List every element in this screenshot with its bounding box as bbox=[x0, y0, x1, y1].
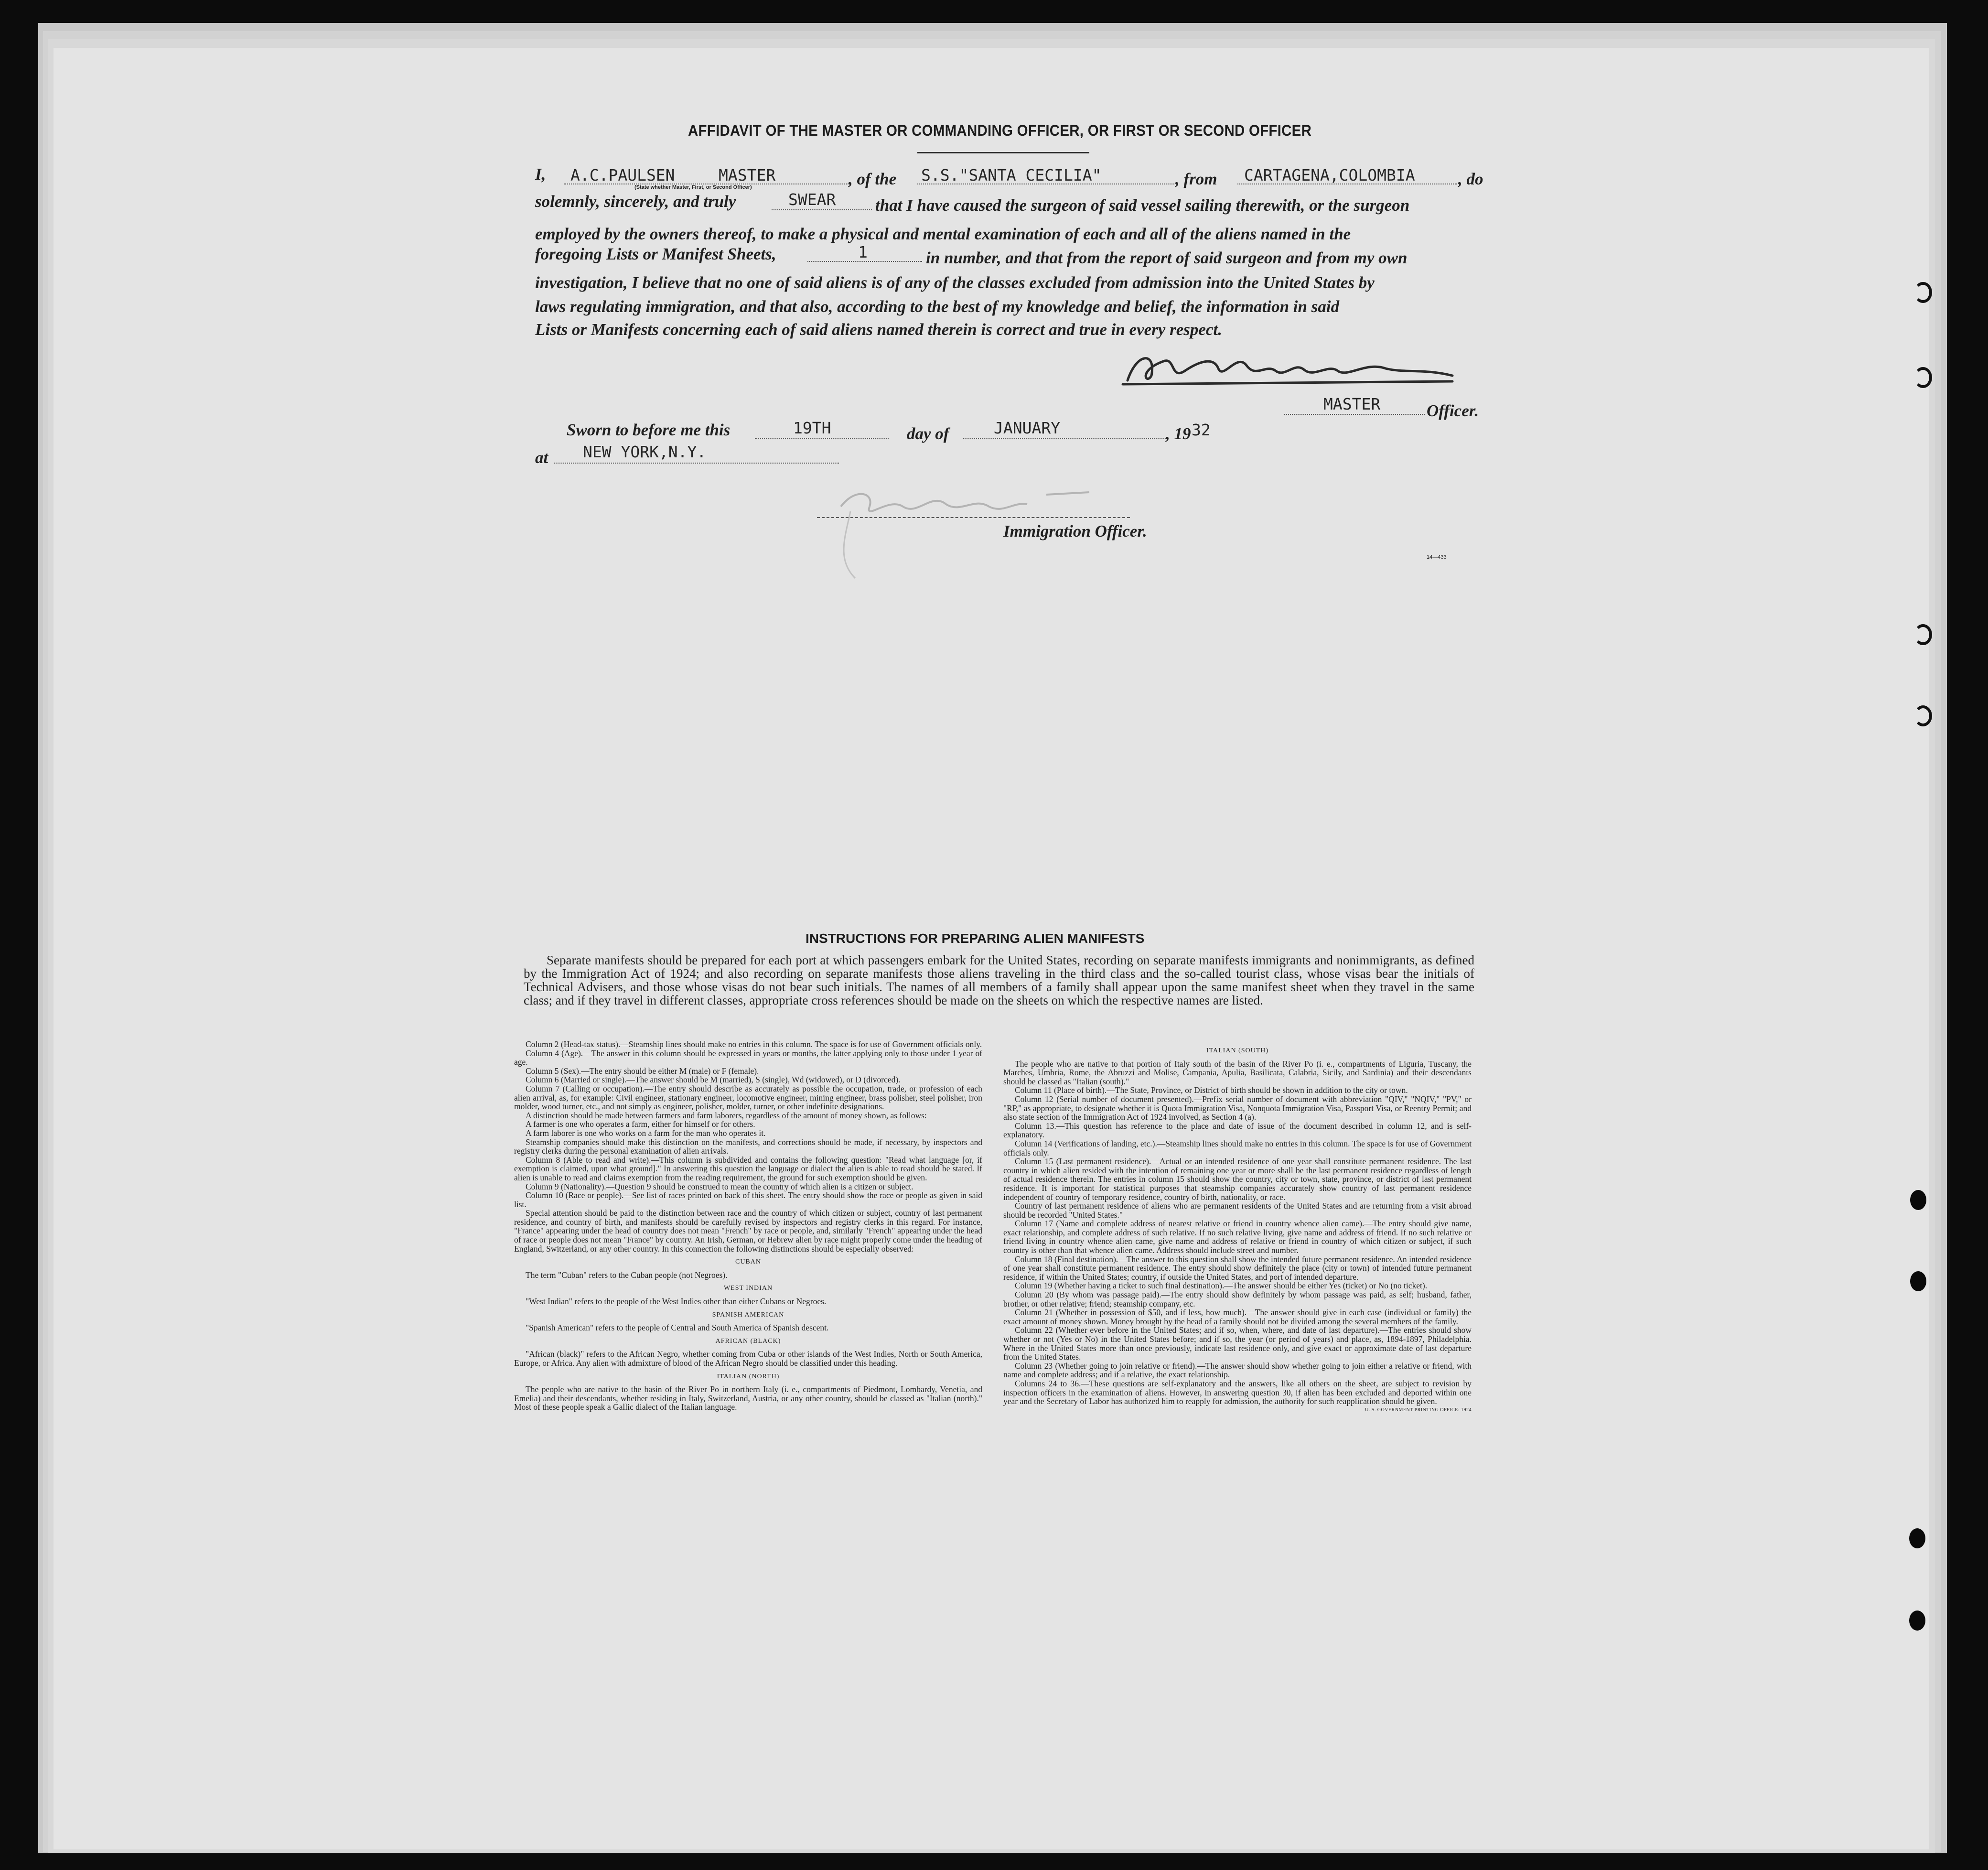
aff-line7: Lists or Manifests concerning each of said aliens named therein is correct and true in every respect. bbox=[535, 320, 1222, 339]
instruction-paragraph: A farmer is one who operates a farm, either for himself or for others. bbox=[526, 1119, 755, 1129]
immigration-officer-label: Immigration Officer. bbox=[1003, 522, 1147, 540]
instruction-paragraph: Columns 24 to 36.—These questions are self-explanatory and the answers, like all others on the sheet, are subject to revision by inspection officers in the examination of aliens. However, in answering question 30, if alien has been excluded and deported within one year and the Secretary of Labor has authorized him to reapply for admission, the authority for such reapplication should be given. bbox=[1003, 1378, 1472, 1406]
instruction-paragraph: Column 2 (Head-tax status).—Steamship lines should make no entries in this column. The space is for use of Government officials only. bbox=[526, 1039, 982, 1049]
aff-line4-post: in number, and that from the report of said surgeon and from my own bbox=[926, 249, 1408, 267]
punch-hole bbox=[1910, 1190, 1926, 1210]
instruction-paragraph: Column 15 (Last permanent residence).—Actual or an intended residence of one year shall constitute permanent residence. The last country in which alien resided with the intention of remaining one year or more shall be the last permanent residence regardless of length of actual residence therein. The entries in column 15 should show the country, city or town, state, province, or district of last permanent residence. It is important for statistical purposes that steamship companies accurately show country of last permanent residence independent of country of temporary residence, country of birth, nationality, or race. bbox=[1003, 1157, 1472, 1202]
affidavit-title: AFFIDAVIT OF THE MASTER OR COMMANDING OFFICER, OR FIRST OR SECOND OFFICER bbox=[688, 122, 1312, 139]
officer-rank: MASTER bbox=[1323, 395, 1381, 413]
instruction-paragraph: Column 21 (Whether in possession of $50, and if less, how much).—The answer should give in each case (individual or family) the exact amount of money shown. Money brought by the head of a family should not be divided among the several members of the family. bbox=[1003, 1308, 1472, 1326]
aff-line2-post: that I have caused the surgeon of said vessel sailing therewith, or the surgeon bbox=[875, 196, 1410, 215]
sworn-place: NEW YORK,N.Y. bbox=[583, 443, 707, 461]
master-rank: MASTER bbox=[719, 166, 776, 184]
aff-line3: employed by the owners thereof, to make a physical and mental examination of each and all of the aliens named in the bbox=[535, 225, 1351, 243]
instruction-paragraph: Column 12 (Serial number of document presented).—Prefix serial number of document with abbreviation "QIV," "NQIV," "PV," or "RP," as appropriate, to designate whether it is Quota Immigration Visa, Nonquota Immigration Visa, Passport Visa, or Reentry Permit; and also state section of the Immigration Act of 1924 involved, as Section 4 (a). bbox=[1003, 1094, 1472, 1122]
instruction-paragraph: Column 14 (Verifications of landing, etc.).—Steamship lines should make no entries in this column. The space is for use of Government officials only. bbox=[1003, 1138, 1472, 1157]
aff-line6: laws regulating immigration, and that also, according to the best of my knowledge and belief, the information in said bbox=[535, 297, 1340, 316]
instruction-paragraph: Column 10 (Race or people).—See list of races printed on back of this sheet. The entry should show the race or people as given in said list. bbox=[514, 1190, 982, 1209]
instruction-paragraph: A distinction should be made between farmers and farm laborers, regardless of the amount of money shown, as follows: bbox=[526, 1110, 927, 1120]
punch-hole bbox=[1914, 367, 1932, 388]
punch-hole bbox=[1914, 624, 1932, 645]
punch-hole bbox=[1909, 1528, 1925, 1548]
day-of: day of bbox=[907, 424, 949, 443]
instruction-paragraph: Column 23 (Whether going to join relative or friend).—The answer should show whether going to join either a relative or friend, with name and complete address; and if a relative, the exact relationship. bbox=[1003, 1361, 1472, 1380]
master-signature bbox=[1118, 342, 1462, 390]
instruction-paragraph: Column 18 (Final destination).—The answer to this question shall show the intended future permanent residence. An intended residence of one year shall constitute permanent residence. The entry should show definitely the place (city or town) of intended future permanent residence, if within the United States; country, if outside the United States, and port of intended departure. bbox=[1003, 1254, 1472, 1282]
instruction-paragraph: Column 9 (Nationality).—Question 9 should be construed to mean the country of which alien is a citizen or subject. bbox=[526, 1181, 913, 1191]
aff-do: , do bbox=[1458, 170, 1483, 188]
officer-label: Officer. bbox=[1427, 401, 1479, 420]
port-name: CARTAGENA,COLOMBIA bbox=[1244, 166, 1415, 184]
section-heading: SPANISH AMERICAN bbox=[712, 1311, 784, 1319]
aff-line4-pre: foregoing Lists or Manifest Sheets, bbox=[535, 245, 776, 263]
section-heading: CUBAN bbox=[735, 1258, 761, 1266]
punch-hole bbox=[1914, 282, 1932, 303]
instruction-paragraph: The people who are native to the basin of the River Po in northern Italy (i. e., compartments of Piedmont, Lombardy, Venetia, and Emelia) and their descendants, whether residing in Italy, Switzerland, Austria, or any other country, should be classed as "Italian (north)." Most of these people speak a Gallic dialect of the Italian language. bbox=[514, 1384, 982, 1412]
aff-of-the: , of the bbox=[849, 170, 897, 188]
instruction-paragraph: Column 13.—This question has reference to the place and date of issue of the document described in column 12, and is self-explanatory. bbox=[1003, 1121, 1472, 1140]
instructions-right-column bbox=[1003, 1047, 1472, 1415]
sheet-count: 1 bbox=[858, 243, 868, 261]
at-label: at bbox=[535, 448, 548, 467]
punch-hole bbox=[1914, 705, 1932, 726]
sworn-day: 19TH bbox=[793, 419, 831, 437]
instruction-paragraph: Special attention should be paid to the distinction between race and the country of which citizen or subject, country of last permanent residence, and country of birth, and manifests should be carefully revised by inspectors and registry clerks in this regard. For instance, "France" appearing under the head of country does not mean "French" by race or people, and, similarly "French" appearing under the head of race or people does not mean "France" by country. An Irish, German, or Hebrew alien by race might properly come under the heading of England, Switzerland, or any other country. In this connection the following distinctions should be especially observed: bbox=[514, 1208, 982, 1254]
instruction-paragraph: "Spanish American" refers to the people of Central and South America of Spanish descent. bbox=[526, 1323, 829, 1333]
rank-note: (State whether Master, First, or Second Officer) bbox=[634, 184, 752, 190]
manifest-page bbox=[54, 48, 1929, 1849]
section-heading: WEST INDIAN bbox=[723, 1285, 773, 1292]
year-prefix: , 19 bbox=[1166, 424, 1191, 443]
instruction-paragraph: Column 4 (Age).—The answer in this column should be expressed in years or months, the latter applying only to those under 1 year of age. bbox=[514, 1048, 982, 1067]
instructions-title: INSTRUCTIONS FOR PREPARING ALIEN MANIFESTS bbox=[806, 931, 1145, 946]
instruction-paragraph: The people who are native to that portion of Italy south of the basin of the River Po (i. e., compartments of Liguria, Tuscany, the Marches, Umbria, Rome, the Abruzzi and Molise, Campania, Apulia, Basilicata, Calabria, Sicily, and Sardinia) and their descendants should be classed as "Italian (south)." bbox=[1003, 1059, 1472, 1086]
aff-i: I, bbox=[535, 165, 546, 184]
section-heading: ITALIAN (NORTH) bbox=[717, 1373, 780, 1380]
instruction-paragraph: Column 7 (Calling or occupation).—The entry should describe as accurately as possible the occupation, trade, or profession of each alien arrival, as, for example: Civil engineer, stationary engineer, locomotive engineer, mining engineer, brass polisher, steel polisher, iron molder, wood turner, etc., and not simply as engineer, polisher, molder, turner, or other indefinite designations. bbox=[514, 1083, 982, 1112]
divider bbox=[917, 152, 1089, 153]
instruction-paragraph: Country of last permanent residence of aliens who are permanent residents of the United States and are returning from a visit abroad should be recorded "United States." bbox=[1003, 1201, 1472, 1220]
instructions-left-column bbox=[514, 1040, 982, 1412]
sworn-year: 32 bbox=[1192, 421, 1211, 439]
form-code: 14—433 bbox=[1427, 554, 1447, 560]
instruction-paragraph: Steamship companies should make this distinction on the manifests, and corrections should be made, if necessary, by inspectors and registry clerks during the personal examination of alien arrivals. bbox=[514, 1137, 982, 1156]
aff-line5: investigation, I believe that no one of said aliens is of any of the classes excluded from admission into the United States by bbox=[535, 273, 1375, 292]
section-heading: ITALIAN (SOUTH) bbox=[1206, 1047, 1269, 1054]
instruction-paragraph: The term "Cuban" refers to the Cuban people (not Negroes). bbox=[526, 1270, 728, 1280]
master-name: A.C.PAULSEN bbox=[570, 166, 675, 184]
aff-line2-pre: solemnly, sincerely, and truly bbox=[535, 192, 736, 211]
instruction-paragraph: Column 5 (Sex).—The entry should be either M (male) or F (female). bbox=[526, 1066, 759, 1076]
sworn-month: JANUARY bbox=[994, 419, 1061, 437]
instruction-paragraph: "West Indian" refers to the people of the West Indies other than either Cubans or Negroes. bbox=[526, 1297, 827, 1307]
aff-from: , from bbox=[1175, 170, 1217, 188]
sworn-pre: Sworn to before me this bbox=[567, 421, 731, 439]
instruction-paragraph: Column 17 (Name and complete address of nearest relative or friend in country whence alien came).—The entry should give name, exact relationship, and complete address of such relative. If no such relative living, give name and address of friend. If no such relative or friend living in country whence alien came, give name and address of relative or friend in country of which citizen or subject, if such country is other than that whence alien came. Address should include street and number. bbox=[1003, 1219, 1472, 1255]
instruction-paragraph: "African (black)" refers to the African Negro, whether coming from Cuba or other islands of the West Indies, North or South America, Europe, or Africa. Any alien with admixture of blood of the African Negro should be classified under this heading. bbox=[514, 1349, 982, 1368]
instruction-paragraph: A farm laborer is one who works on a farm for the man who operates it. bbox=[526, 1128, 766, 1138]
instruction-paragraph: Column 19 (Whether having a ticket to such final destination).—The answer should be either Yes (ticket) or No (no ticket). bbox=[1015, 1281, 1428, 1291]
punch-hole bbox=[1910, 1271, 1926, 1291]
printer-imprint: U. S. GOVERNMENT PRINTING OFFICE: 1924 bbox=[1365, 1407, 1472, 1413]
ship-name: S.S."SANTA CECILIA" bbox=[921, 166, 1102, 184]
punch-hole bbox=[1909, 1611, 1925, 1631]
instruction-paragraph: Column 11 (Place of birth).—The State, Province, or District of birth should be shown in addition to the city or town. bbox=[1015, 1085, 1408, 1095]
oath-word: SWEAR bbox=[788, 190, 836, 209]
instruction-paragraph: Column 8 (Able to read and write).—This column is subdivided and contains the following question: "Read what language [or, if exemption is claimed, upon what ground]." In answering this question the language or dialect the alien is able to read should be stated. If alien is unable to read and claims exemption from the reading requirement, the ground for such exemption should be given. bbox=[514, 1155, 982, 1182]
section-heading: AFRICAN (BLACK) bbox=[715, 1337, 781, 1345]
instruction-paragraph: Column 20 (By whom was passage paid).—The entry should show definitely by whom passage was paid, as self; husband, father, brother, or other relative; friend; steamship company, etc. bbox=[1003, 1290, 1472, 1308]
instruction-paragraph: Column 6 (Married or single).—The answer should be M (married), S (single), Wd (widowed), or D (divorced). bbox=[526, 1075, 901, 1085]
instruction-paragraph: Column 22 (Whether ever before in the United States; and if so, when, where, and date of last departure).—The entries should show whether or not (Yes or No) in the United States before; and if so, the year (or period of years) and place, as, 1894-1897, Philadelphia. Where in the United States more than once previously, indicate last residence only, and give exact or approximate date of last departure from the United States. bbox=[1003, 1325, 1472, 1362]
officer-line bbox=[817, 517, 1130, 518]
instructions-intro: Separate manifests should be prepared for each port at which passengers embark for the United States, recording on separate manifests immigrants and nonimmigrants, as defined by the Immigration Act of 1924; and also recording on separate manifests those aliens traveling in the third class and the so-called tourist class, whose visas bear the initials of Technical Advisers, and those whose visas do not bear such initials. The names of all members of a family shall appear upon the same manifest sheet when they travel in the same class; and if they travel in different classes, appropriate cross references should be made on the sheets on which the respective names are listed. bbox=[524, 953, 1474, 1007]
